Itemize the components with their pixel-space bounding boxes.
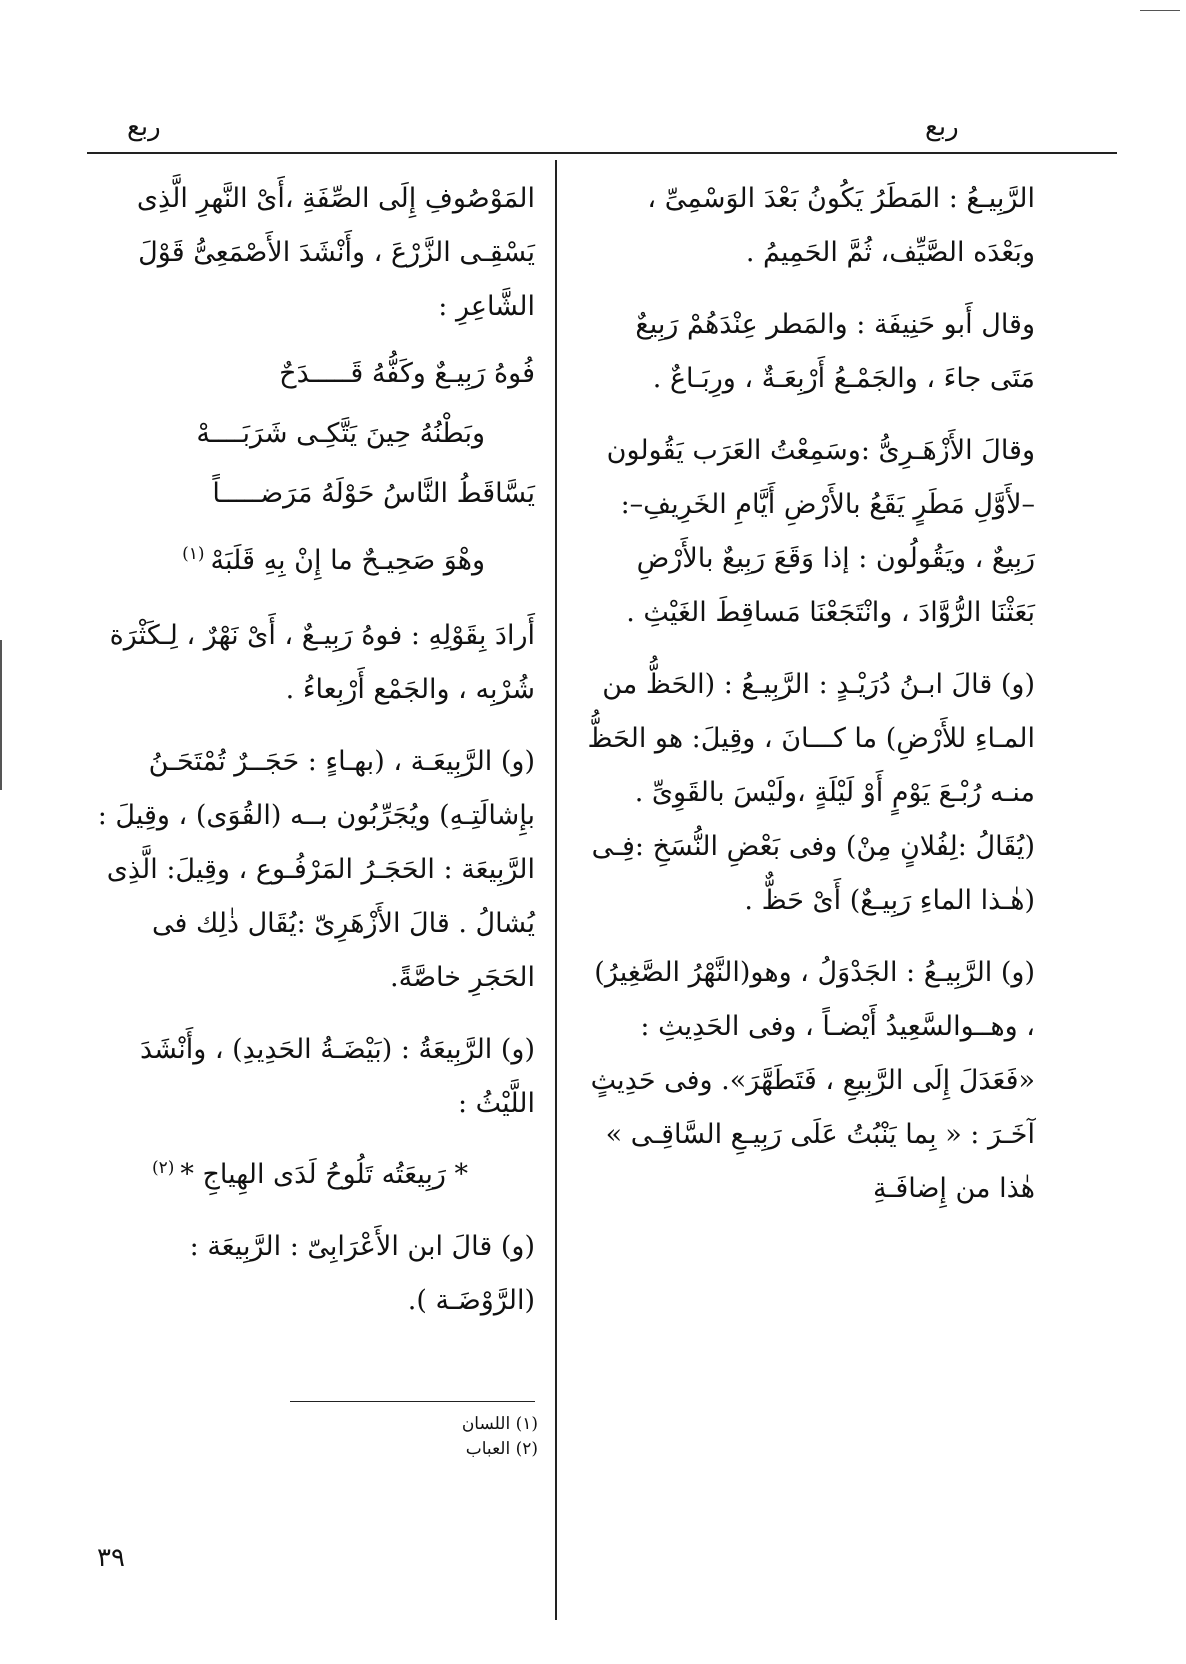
scan-edge-mark <box>0 640 2 790</box>
entry-paragraph: وقالَ الأَزْهَـرِىُّ :وسَمِعْتُ العَرَب يَقُولون –لأَوَّلِ مَطَرٍ يَقَعُ بالأَرْضِ أَيَّامِ الخَرِيفِ–: رَبِيعٌ ، ويَقُولُون : إذا وَقَعَ رَبِيعٌ بالأَرْضِ بَعَثْنَا الرُّوَّادَ ، وانْتَجَعْنَا مَساقِطَ الغَيْثِ . <box>606 435 1035 628</box>
running-header-right: ربع <box>925 112 959 142</box>
poem-verse <box>85 1141 535 1202</box>
right-column <box>585 172 1035 1226</box>
verse-line <box>85 524 535 591</box>
footnote-rule <box>290 1401 535 1402</box>
footnote-marker: (٢) <box>151 1158 175 1178</box>
verse-line-text: وهْوَ صَحِيـحٌ ما إِنْ بِهِ قَلَبَهْ <box>210 545 485 576</box>
running-header-left: ربع <box>127 112 161 142</box>
poem-verse <box>85 344 535 591</box>
footnote: (٢) العباب <box>465 1439 538 1459</box>
verse-line: فُوهُ رَبِيـعٌ وكَفُّهُ قَـــــدَحٌ <box>279 358 535 389</box>
footnote-marker: (١) <box>182 544 205 564</box>
entry-paragraph: (و) الرَّبِيـعُ : الجَدْوَلُ ، وهو(النَّهْرُ الصَّغِيرُ) ، وهــوالسَّعِيدُ أَيْضـاً ، وفى الحَدِيثِ : «فَعَدَلَ إِلَى الرَّبِيعِ ، فَتَطَهَّرَ». وفى حَدِيثٍ آخَـرَ : « بِما يَنْبُتُ عَلَى رَبِيـعِ السَّاقِـى » هٰذا من إِضافَـةِ <box>590 957 1035 1204</box>
entry-paragraph: الرَّبِيـعُ : المَطَرُ يَكُونُ بَعْدَ الوَسْمِىِّ ، وبَعْدَه الصَّيِّف، ثُمَّ الحَمِيمُ . <box>647 183 1035 268</box>
entry-paragraph: (و) الرَّبِيعَـة ، (بهـاءٍ : حَجَــرٌ تُمْتَحَـنُ بإِشالَتِـهِ) ويُجَرِّبُون بــه (القُوَى) ، وقِيلَ : الرَّبِيعَة : الحَجَـرُ المَرْفُـوع ، وقِيلَ: الَّذِى يُشالُ . قالَ الأَزْهَرِىّ :يُقَال ذٰلِك فى الحَجَرِ خاصَّةً. <box>97 746 535 993</box>
verse-line: يَسَّاقَطُ النَّاسُ حَوْلَهُ مَرَضـــــاً <box>212 478 535 509</box>
entry-paragraph: (و) قالَ ابن الأَعْرَابِىّ : الرَّبِيعَة : (الرَّوْضَـة ). <box>189 1231 535 1316</box>
entry-paragraph: (و) قالَ ابـنُ دُرَيْـدٍ : الرَّبِيـعُ : (الحَظُّ من المـاءِ للأَرْضِ) ما كـــانَ ، وقِيلَ: هو الحَظُّ منـه رُبْـعَ يَوْمٍ أَوْ لَيْلَةٍ ،ولَيْسَ بالقَوِىِّ . (يُقَالُ :لِفُلانٍ مِنْ) وفى بَعْضِ النُّسَخِ :فِـى (هٰـذا الماءِ رَبِيـعٌ) أَىْ حَظٌّ . <box>587 669 1035 916</box>
column-divider <box>555 160 557 1620</box>
footnote: (١) اللسان <box>461 1414 538 1434</box>
footnotes <box>280 1412 538 1462</box>
entry-paragraph: أَرادَ بِقَوْلِهِ : فوهُ رَبِيـعٌ ، أَىْ نَهْرٌ ، لِـكَثْرَة شُرْبِه ، والجَمْع أَرْبِعاءُ . <box>109 620 535 705</box>
header-rule <box>87 152 1117 154</box>
verse-line: وبَطْنُهُ حِينَ يَتَّكِـى شَرَبَــــهْ <box>196 418 485 449</box>
entry-paragraph: وقال أَبو حَنِيفَة : والمَطر عِنْدَهُمْ رَبِيعٌ مَتَى جاءَ ، والجَمْـعُ أَرْبِعَـةٌ ، ورِبَـاعٌ . <box>635 309 1035 394</box>
entry-paragraph: المَوْصُوفِ إِلَى الصِّفَةِ ،أَىْ النَّهرِ الَّذِى يَسْقِـى الزَّرْعَ ، وأَنْشَدَ الأَصْمَعِىُّ قَوْلَ الشَّاعِرِ : <box>136 183 535 322</box>
page-number: ٣٩ <box>97 1543 125 1573</box>
verse-line-text: * رَبِيعَتُه تَلُوحُ لَدَى الهِياجِ * <box>180 1159 469 1190</box>
entry-paragraph: (و) الرَّبِيعَةُ : (بَيْضَـةُ الحَدِيدِ) ، وأَنْشَدَ اللَّيْثُ : <box>139 1034 535 1119</box>
left-column <box>85 172 535 1338</box>
scan-edge-mark <box>1140 10 1180 11</box>
